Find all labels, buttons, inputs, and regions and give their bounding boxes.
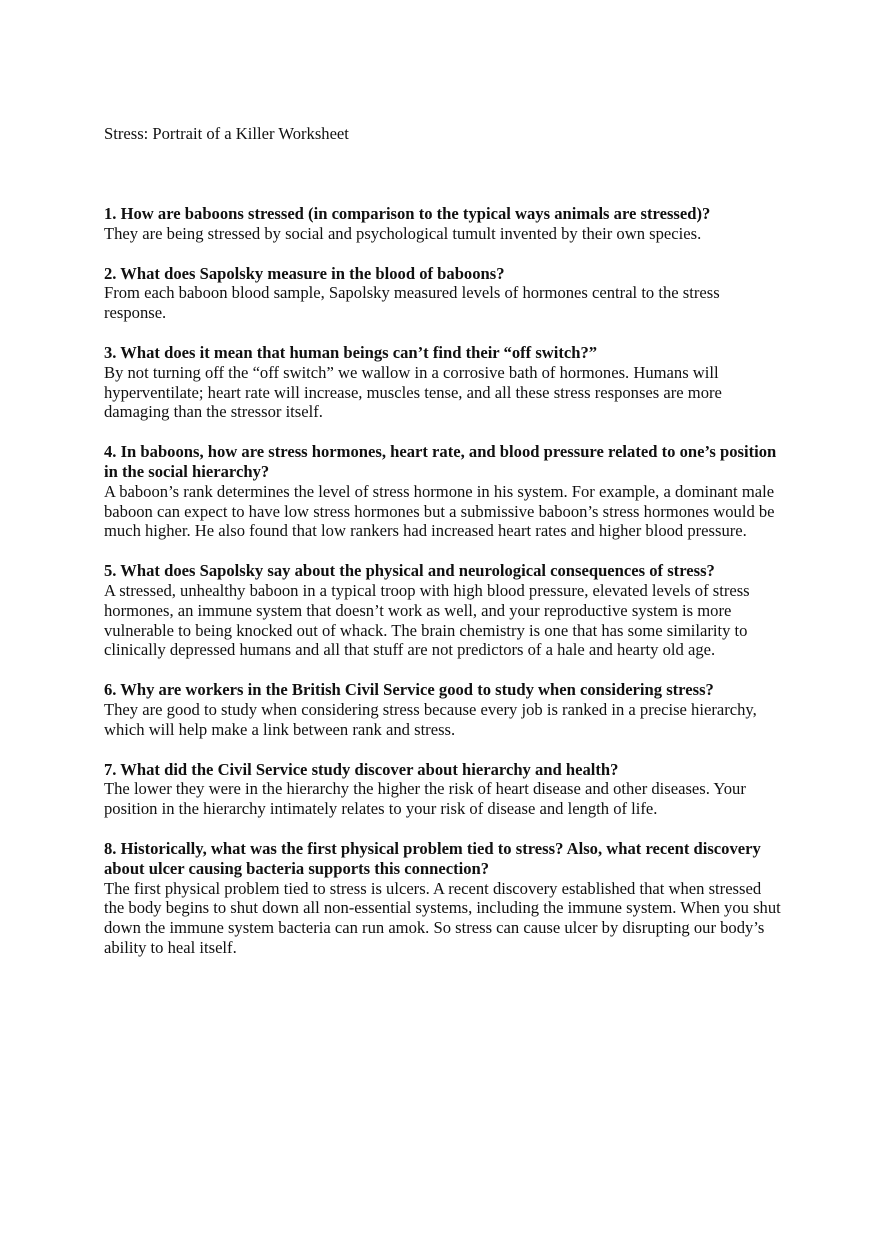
question-item-1 (104, 204, 784, 244)
question-text: 3. What does it mean that human beings can’t find their “off switch?” (104, 342, 598, 362)
answer-text: A stressed, unhealthy baboon in a typical troop with high blood pressure, elevated levels of stress hormones, an immune system that doesn’t work as well, and your reproductive system is more vulnerable to being knocked out of whack. The brain chemistry is one that has some similarity to clinically depressed humans and all that stuff are not predictors of a hale and hearty old age. (104, 580, 750, 660)
answer-text: The lower they were in the hierarchy the higher the risk of heart disease and other diseases. Your position in the hierarchy intimately relates to your risk of disease and length of life. (104, 779, 746, 819)
answer-text: By not turning off the “off switch” we wallow in a corrosive bath of hormones. Humans will hyperventilate; heart rate will increase, muscles tense, and all these stress responses are more damaging than the stressor itself. (104, 362, 722, 422)
question-item-3 (104, 343, 784, 422)
question-item-6 (104, 680, 784, 739)
question-text: 8. Historically, what was the first physical problem tied to stress? Also, what recent discovery about ulcer causing bacteria supports this connection? (104, 838, 761, 878)
question-item-5 (104, 561, 784, 660)
question-text: 4. In baboons, how are stress hormones, heart rate, and blood pressure related to one’s position in the social hierarchy? (104, 442, 777, 481)
question-item-8 (104, 839, 784, 958)
question-text: 1. How are baboons stressed (in comparison to the typical ways animals are stressed)? (104, 204, 711, 223)
answer-text: They are good to study when considering stress because every job is ranked in a precise hierarchy, which will help make a link between rank and stress. (104, 699, 757, 739)
page-title: Stress: Portrait of a Killer Worksheet (104, 124, 349, 143)
question-text: 7. What did the Civil Service study discover about hierarchy and health? (104, 759, 619, 779)
question-item-2 (104, 264, 784, 323)
question-text: 5. What does Sapolsky say about the physical and neurological consequences of stress? (104, 561, 715, 581)
question-item-7 (104, 760, 784, 819)
answer-text: A baboon’s rank determines the level of stress hormone in his system. For example, a dominant male baboon can expect to have low stress hormones but a submissive baboon’s stress hormones would be much higher. He also found that low rankers had increased heart rates and higher blood pressure. (104, 481, 775, 541)
question-item-4 (104, 442, 784, 541)
answer-text: The first physical problem tied to stress is ulcers. A recent discovery established that when stressed the body begins to shut down all non-essential systems, including the immune system. When you shut down the immune system bacteria can run amok. So stress can cause ulcer by disrupting our body’s ability to heal itself. (104, 878, 781, 957)
question-text: 2. What does Sapolsky measure in the blood of baboons? (104, 263, 505, 283)
answer-text: From each baboon blood sample, Sapolsky measured levels of hormones central to the stress response. (104, 283, 720, 323)
answer-text: They are being stressed by social and psychological tumult invented by their own species. (104, 223, 702, 243)
question-text: 6. Why are workers in the British Civil Service good to study when considering stress? (104, 680, 714, 700)
question-list (104, 204, 784, 978)
